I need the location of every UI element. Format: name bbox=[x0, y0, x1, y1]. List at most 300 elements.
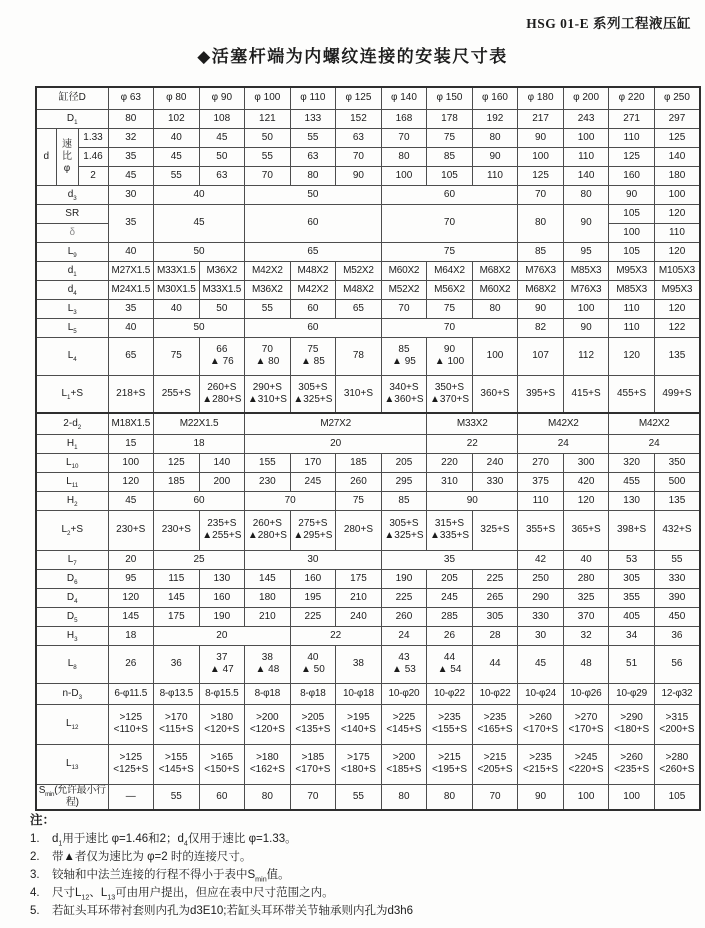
table-cell: 75 bbox=[427, 299, 473, 318]
table-cell: 370 bbox=[563, 607, 609, 626]
note-item bbox=[30, 866, 680, 884]
table-cell: 63 bbox=[199, 166, 245, 185]
table-cell: >270 <170+S bbox=[563, 704, 609, 744]
table-cell: 310+S bbox=[336, 375, 382, 413]
table-cell: 178 bbox=[427, 109, 473, 128]
table-cell: 455 bbox=[609, 472, 655, 491]
table-cell: 100 bbox=[654, 185, 700, 204]
table-cell: 155 bbox=[245, 453, 291, 472]
table-cell: 63 bbox=[290, 147, 336, 166]
table-cell: 35 bbox=[108, 299, 154, 318]
table-cell: 205 bbox=[381, 453, 427, 472]
table-cell: 70 bbox=[245, 491, 336, 510]
table-cell: 250 bbox=[518, 569, 564, 588]
table-row bbox=[36, 510, 700, 550]
table-cell: 140 bbox=[654, 147, 700, 166]
table-cell: 80 bbox=[245, 784, 291, 810]
table-cell: 10-φ22 bbox=[427, 683, 473, 704]
table-cell: 455+S bbox=[609, 375, 655, 413]
table-cell: M33X1.5 bbox=[154, 261, 200, 280]
table-cell: 80 bbox=[108, 109, 154, 128]
table-cell: 8-φ15.5 bbox=[199, 683, 245, 704]
table-cell: M64X2 bbox=[427, 261, 473, 280]
table-row bbox=[36, 784, 700, 810]
table-cell: 190 bbox=[199, 607, 245, 626]
table-cell: 48 bbox=[563, 645, 609, 683]
table-row bbox=[36, 242, 700, 261]
table-cell: M36X2 bbox=[199, 261, 245, 280]
note-text: 铰轴和中法兰连接的行程不得小于表中$S_{min}$值。 bbox=[52, 869, 290, 884]
table-cell: 40 bbox=[154, 299, 200, 318]
table-cell: 340+S ▲360+S bbox=[381, 375, 427, 413]
table-cell: 100 bbox=[563, 784, 609, 810]
table-cell: 110 bbox=[518, 491, 564, 510]
table-cell: 217 bbox=[518, 109, 564, 128]
table-cell: 140 bbox=[199, 453, 245, 472]
table-cell: >125 <125+S bbox=[108, 744, 154, 784]
table-cell: 290+S ▲310+S bbox=[245, 375, 291, 413]
table-cell: 60 bbox=[290, 299, 336, 318]
table-row bbox=[36, 434, 700, 453]
table-cell: M48X2 bbox=[290, 261, 336, 280]
table-cell: 395+S bbox=[518, 375, 564, 413]
table-cell: 185 bbox=[154, 472, 200, 491]
table-cell: 355 bbox=[609, 588, 655, 607]
table-cell: 125 bbox=[609, 147, 655, 166]
table-cell: 225 bbox=[381, 588, 427, 607]
notes-list bbox=[30, 830, 680, 920]
table-cell: 130 bbox=[609, 491, 655, 510]
table-cell: φ 110 bbox=[290, 87, 336, 109]
table-cell: 145 bbox=[108, 607, 154, 626]
row-label: $S_{min}$(允许最小行程) bbox=[36, 784, 108, 810]
table-cell: 375 bbox=[518, 472, 564, 491]
table-cell: 105 bbox=[427, 166, 473, 185]
table-row bbox=[36, 472, 700, 491]
table-cell: 38 ▲ 48 bbox=[245, 645, 291, 683]
note-number: 2. bbox=[30, 851, 40, 863]
table-cell: M42X2 bbox=[290, 280, 336, 299]
table-cell: 365+S bbox=[563, 510, 609, 550]
table-cell: 405 bbox=[609, 607, 655, 626]
table-cell: 55 bbox=[245, 299, 291, 318]
table-cell: >225 <145+S bbox=[381, 704, 427, 744]
row-label: $L_{12}$ bbox=[36, 704, 108, 744]
table-cell: 26 bbox=[108, 645, 154, 683]
table-cell: 8-φ18 bbox=[245, 683, 291, 704]
table-cell: φ 180 bbox=[518, 87, 564, 109]
table-cell: 500 bbox=[654, 472, 700, 491]
table-cell: M52X2 bbox=[381, 280, 427, 299]
table-cell: 320 bbox=[609, 453, 655, 472]
table-cell: 192 bbox=[472, 109, 518, 128]
table-cell: 56 bbox=[654, 645, 700, 683]
table-cell: 44 ▲ 54 bbox=[427, 645, 473, 683]
table-cell: 24 bbox=[609, 434, 700, 453]
table-cell: 26 bbox=[427, 626, 473, 645]
table-cell: 80 bbox=[381, 784, 427, 810]
table-cell: 70 bbox=[290, 784, 336, 810]
table-cell: 45 bbox=[518, 645, 564, 683]
table-cell: >165 <150+S bbox=[199, 744, 245, 784]
row-sublabel: 1.46 bbox=[78, 147, 108, 166]
table-cell: M68X2 bbox=[518, 280, 564, 299]
table-cell: 90 bbox=[563, 318, 609, 337]
table-cell: 280+S bbox=[336, 510, 382, 550]
table-cell: 122 bbox=[654, 318, 700, 337]
table-cell: φ 140 bbox=[381, 87, 427, 109]
table-cell: 210 bbox=[245, 607, 291, 626]
table-cell: 360+S bbox=[472, 375, 518, 413]
table-cell: 24 bbox=[518, 434, 609, 453]
table-cell: M60X2 bbox=[472, 280, 518, 299]
table-cell: 75 ▲ 85 bbox=[290, 337, 336, 375]
table-cell: 175 bbox=[336, 569, 382, 588]
table-cell: 110 bbox=[654, 223, 700, 242]
table-cell: 135 bbox=[654, 337, 700, 375]
table-cell: >260 <235+S bbox=[609, 744, 655, 784]
table-cell: 90 bbox=[563, 204, 609, 242]
table-cell: 160 bbox=[609, 166, 655, 185]
table-cell: 18 bbox=[108, 626, 154, 645]
row-label: $L_{13}$ bbox=[36, 744, 108, 784]
table-cell: 160 bbox=[290, 569, 336, 588]
table-cell: 185 bbox=[336, 453, 382, 472]
table-cell: 100 bbox=[609, 784, 655, 810]
table-row bbox=[36, 185, 700, 204]
table-cell: 125 bbox=[154, 453, 200, 472]
table-cell: 36 bbox=[154, 645, 200, 683]
table-cell: φ 250 bbox=[654, 87, 700, 109]
table-cell: 170 bbox=[290, 453, 336, 472]
table-cell: M36X2 bbox=[245, 280, 291, 299]
table-cell: 200 bbox=[199, 472, 245, 491]
table-cell: 35 bbox=[108, 147, 154, 166]
table-cell: 295 bbox=[381, 472, 427, 491]
table-cell: 60 bbox=[245, 204, 382, 242]
row-label: $D_1$ bbox=[36, 109, 108, 128]
table-cell: 355+S bbox=[518, 510, 564, 550]
table-cell: 75 bbox=[336, 491, 382, 510]
table-cell: 35 bbox=[108, 204, 154, 242]
table-row bbox=[36, 550, 700, 569]
table-cell: M76X3 bbox=[518, 261, 564, 280]
table-cell: 80 bbox=[290, 166, 336, 185]
table-cell: 60 bbox=[381, 185, 518, 204]
table-cell: 95 bbox=[108, 569, 154, 588]
row-label: $L_1+S$ bbox=[36, 375, 108, 413]
table-cell: >235 <165+S bbox=[472, 704, 518, 744]
table-cell: >200 <185+S bbox=[381, 744, 427, 784]
table-cell: 120 bbox=[654, 299, 700, 318]
table-cell: 82 bbox=[518, 318, 564, 337]
row-label: $L_{10}$ bbox=[36, 453, 108, 472]
table-cell: 90 ▲ 100 bbox=[427, 337, 473, 375]
table-cell: 115 bbox=[154, 569, 200, 588]
table-cell: 260 bbox=[381, 607, 427, 626]
table-cell: 285 bbox=[427, 607, 473, 626]
note-number: 1. bbox=[30, 833, 40, 845]
table-cell: 107 bbox=[518, 337, 564, 375]
table-cell: 90 bbox=[518, 299, 564, 318]
row-label: $L_5$ bbox=[36, 318, 108, 337]
row-label: 缸径D bbox=[36, 87, 108, 109]
table-cell: 121 bbox=[245, 109, 291, 128]
table-row bbox=[36, 375, 700, 413]
note-item bbox=[30, 884, 680, 902]
table-row bbox=[36, 569, 700, 588]
table-row bbox=[36, 704, 700, 744]
table-cell: 95 bbox=[563, 242, 609, 261]
table-cell: >195 <140+S bbox=[336, 704, 382, 744]
table-cell: 80 bbox=[472, 299, 518, 318]
row-label: $L_2+S$ bbox=[36, 510, 108, 550]
table-cell: 40 bbox=[108, 242, 154, 261]
table-cell: 260 bbox=[336, 472, 382, 491]
table-cell: 70 bbox=[381, 204, 518, 242]
table-cell: 255+S bbox=[154, 375, 200, 413]
table-cell: 125 bbox=[518, 166, 564, 185]
table-cell: 80 bbox=[381, 147, 427, 166]
table-cell: 125 bbox=[654, 128, 700, 147]
table-cell: 80 bbox=[518, 204, 564, 242]
table-cell: 175 bbox=[154, 607, 200, 626]
table-cell: 60 bbox=[199, 784, 245, 810]
table-cell: 30 bbox=[245, 550, 382, 569]
table-row bbox=[36, 87, 700, 109]
row-label: $2-d_2$ bbox=[36, 413, 108, 434]
table-cell: 75 bbox=[154, 337, 200, 375]
table-cell: 12-φ32 bbox=[654, 683, 700, 704]
table-cell: 55 bbox=[154, 166, 200, 185]
table-cell: >200 <120+S bbox=[245, 704, 291, 744]
table-cell: >235 <215+S bbox=[518, 744, 564, 784]
table-cell: 43 ▲ 53 bbox=[381, 645, 427, 683]
table-cell: M95X3 bbox=[654, 280, 700, 299]
series-header: HSG 01-E 系列工程液压缸 bbox=[526, 16, 691, 31]
table-cell: φ 90 bbox=[199, 87, 245, 109]
table-cell: 80 bbox=[472, 128, 518, 147]
table-cell: 90 bbox=[336, 166, 382, 185]
table-cell: 66 ▲ 76 bbox=[199, 337, 245, 375]
table-cell: 133 bbox=[290, 109, 336, 128]
table-cell: 51 bbox=[609, 645, 655, 683]
table-cell: 350 bbox=[654, 453, 700, 472]
table-cell: 90 bbox=[427, 491, 518, 510]
table-cell: 100 bbox=[472, 337, 518, 375]
table-cell: M24X1.5 bbox=[108, 280, 154, 299]
table-cell: φ 80 bbox=[154, 87, 200, 109]
row-label: $D_6$ bbox=[36, 569, 108, 588]
table-cell: >235 <155+S bbox=[427, 704, 473, 744]
table-cell: 65 bbox=[245, 242, 382, 261]
table-cell: 100 bbox=[381, 166, 427, 185]
row-label: $L_3$ bbox=[36, 299, 108, 318]
table-cell: 37 ▲ 47 bbox=[199, 645, 245, 683]
table-cell: >125 <110+S bbox=[108, 704, 154, 744]
table-cell: >185 <170+S bbox=[290, 744, 336, 784]
table-cell: 85 bbox=[381, 491, 427, 510]
row-label: 速 比 φ bbox=[56, 128, 78, 185]
table-cell: 300 bbox=[563, 453, 609, 472]
table-cell: M48X2 bbox=[336, 280, 382, 299]
table-cell: 145 bbox=[154, 588, 200, 607]
table-cell: >170 <115+S bbox=[154, 704, 200, 744]
table-cell: 225 bbox=[472, 569, 518, 588]
table-cell: >245 <220+S bbox=[563, 744, 609, 784]
table-cell: 130 bbox=[199, 569, 245, 588]
table-cell: 225 bbox=[290, 607, 336, 626]
table-cell: M85X3 bbox=[609, 280, 655, 299]
table-cell: 20 bbox=[108, 550, 154, 569]
table-row bbox=[36, 337, 700, 375]
table-cell: 75 bbox=[381, 242, 518, 261]
table-row bbox=[36, 645, 700, 683]
table-row bbox=[36, 491, 700, 510]
table-cell: 398+S bbox=[609, 510, 655, 550]
table-cell: 20 bbox=[154, 626, 291, 645]
table-cell: 190 bbox=[381, 569, 427, 588]
table-cell: 90 bbox=[472, 147, 518, 166]
table-cell: 35 bbox=[381, 550, 518, 569]
table-cell: 305+S ▲325+S bbox=[381, 510, 427, 550]
table-cell: 415+S bbox=[563, 375, 609, 413]
row-sublabel: 1.33 bbox=[78, 128, 108, 147]
table-cell: 10-φ18 bbox=[336, 683, 382, 704]
table-row bbox=[36, 299, 700, 318]
table-row bbox=[36, 626, 700, 645]
row-label: $L_7$ bbox=[36, 550, 108, 569]
table-cell: 24 bbox=[381, 626, 427, 645]
table-cell: 55 bbox=[290, 128, 336, 147]
table-cell: 50 bbox=[154, 242, 245, 261]
page-title: ◆活塞杆端为内螺纹连接的安装尺寸表 bbox=[197, 47, 508, 66]
table-cell: 105 bbox=[609, 242, 655, 261]
table-row bbox=[36, 318, 700, 337]
table-cell: φ 160 bbox=[472, 87, 518, 109]
row-label: $d_4$ bbox=[36, 280, 108, 299]
table-cell: >315 <200+S bbox=[654, 704, 700, 744]
table-cell: 55 bbox=[336, 784, 382, 810]
table-row bbox=[36, 166, 700, 185]
row-label: $n-D_3$ bbox=[36, 683, 108, 704]
table-cell: 53 bbox=[609, 550, 655, 569]
table-cell: M22X1.5 bbox=[154, 413, 245, 434]
table-cell: 270 bbox=[518, 453, 564, 472]
table-cell: 220 bbox=[427, 453, 473, 472]
table-cell: 8-φ18 bbox=[290, 683, 336, 704]
table-cell: 63 bbox=[336, 128, 382, 147]
table-cell: 235+S ▲255+S bbox=[199, 510, 245, 550]
table-cell: 25 bbox=[154, 550, 245, 569]
table-cell: 70 bbox=[518, 185, 564, 204]
table-cell: 50 bbox=[154, 318, 245, 337]
table-cell: 297 bbox=[654, 109, 700, 128]
table-cell: 110 bbox=[609, 128, 655, 147]
table-cell: M33X2 bbox=[427, 413, 518, 434]
table-cell: 245 bbox=[290, 472, 336, 491]
table-cell: >280 <260+S bbox=[654, 744, 700, 784]
table-cell: M18X1.5 bbox=[108, 413, 154, 434]
dimension-table bbox=[35, 86, 701, 811]
table-cell: φ 150 bbox=[427, 87, 473, 109]
table-cell: M52X2 bbox=[336, 261, 382, 280]
row-label: $L_4$ bbox=[36, 337, 108, 375]
table-cell: M68X2 bbox=[472, 261, 518, 280]
table-cell: 260+S ▲280+S bbox=[199, 375, 245, 413]
table-cell: 240 bbox=[336, 607, 382, 626]
table-cell: 90 bbox=[518, 128, 564, 147]
table-cell: 218+S bbox=[108, 375, 154, 413]
table-cell: 32 bbox=[108, 128, 154, 147]
table-cell: 420 bbox=[563, 472, 609, 491]
table-cell: 432+S bbox=[654, 510, 700, 550]
table-cell: 110 bbox=[472, 166, 518, 185]
table-cell: 50 bbox=[199, 299, 245, 318]
table-row bbox=[36, 588, 700, 607]
table-cell: >260 <170+S bbox=[518, 704, 564, 744]
table-cell: 315+S ▲335+S bbox=[427, 510, 473, 550]
table-cell: 85 bbox=[427, 147, 473, 166]
row-label: d bbox=[36, 128, 56, 185]
table-cell: 10-φ22 bbox=[472, 683, 518, 704]
table-cell: 240 bbox=[472, 453, 518, 472]
note-item bbox=[30, 848, 680, 866]
table-cell: 45 bbox=[108, 166, 154, 185]
table-cell: 350+S ▲370+S bbox=[427, 375, 473, 413]
notes-heading: 注： bbox=[30, 813, 56, 827]
table-cell: 152 bbox=[336, 109, 382, 128]
table-cell: 100 bbox=[609, 223, 655, 242]
table-cell: 230+S bbox=[154, 510, 200, 550]
table-cell: >175 <180+S bbox=[336, 744, 382, 784]
table-cell: 245 bbox=[427, 588, 473, 607]
table-cell: 180 bbox=[245, 588, 291, 607]
table-cell: M30X1.5 bbox=[154, 280, 200, 299]
notes-section bbox=[30, 810, 680, 920]
table-cell: φ 125 bbox=[336, 87, 382, 109]
table-row bbox=[36, 204, 700, 223]
table-cell: 40 bbox=[108, 318, 154, 337]
table-cell: 70 bbox=[381, 299, 427, 318]
table-cell: >215 <205+S bbox=[472, 744, 518, 784]
table-cell: φ 220 bbox=[609, 87, 655, 109]
table-cell: 85 ▲ 95 bbox=[381, 337, 427, 375]
row-label: SR bbox=[36, 204, 108, 223]
table-cell: >180 <120+S bbox=[199, 704, 245, 744]
table-cell: φ 100 bbox=[245, 87, 291, 109]
table-cell: 180 bbox=[654, 166, 700, 185]
table-cell: 102 bbox=[154, 109, 200, 128]
table-cell: 140 bbox=[563, 166, 609, 185]
table-cell: 160 bbox=[199, 588, 245, 607]
table-cell: >205 <135+S bbox=[290, 704, 336, 744]
table-cell: 55 bbox=[654, 550, 700, 569]
table-cell: >290 <180+S bbox=[609, 704, 655, 744]
table-cell: φ 200 bbox=[563, 87, 609, 109]
table-row bbox=[36, 280, 700, 299]
table-cell: 34 bbox=[609, 626, 655, 645]
table-cell: 70 bbox=[472, 784, 518, 810]
table-cell: 499+S bbox=[654, 375, 700, 413]
table-cell: 145 bbox=[245, 569, 291, 588]
table-cell: 110 bbox=[563, 147, 609, 166]
table-cell: 60 bbox=[154, 491, 245, 510]
table-cell: 305 bbox=[609, 569, 655, 588]
table-cell: 30 bbox=[108, 185, 154, 204]
table-cell: M60X2 bbox=[381, 261, 427, 280]
row-label: δ bbox=[36, 223, 108, 242]
